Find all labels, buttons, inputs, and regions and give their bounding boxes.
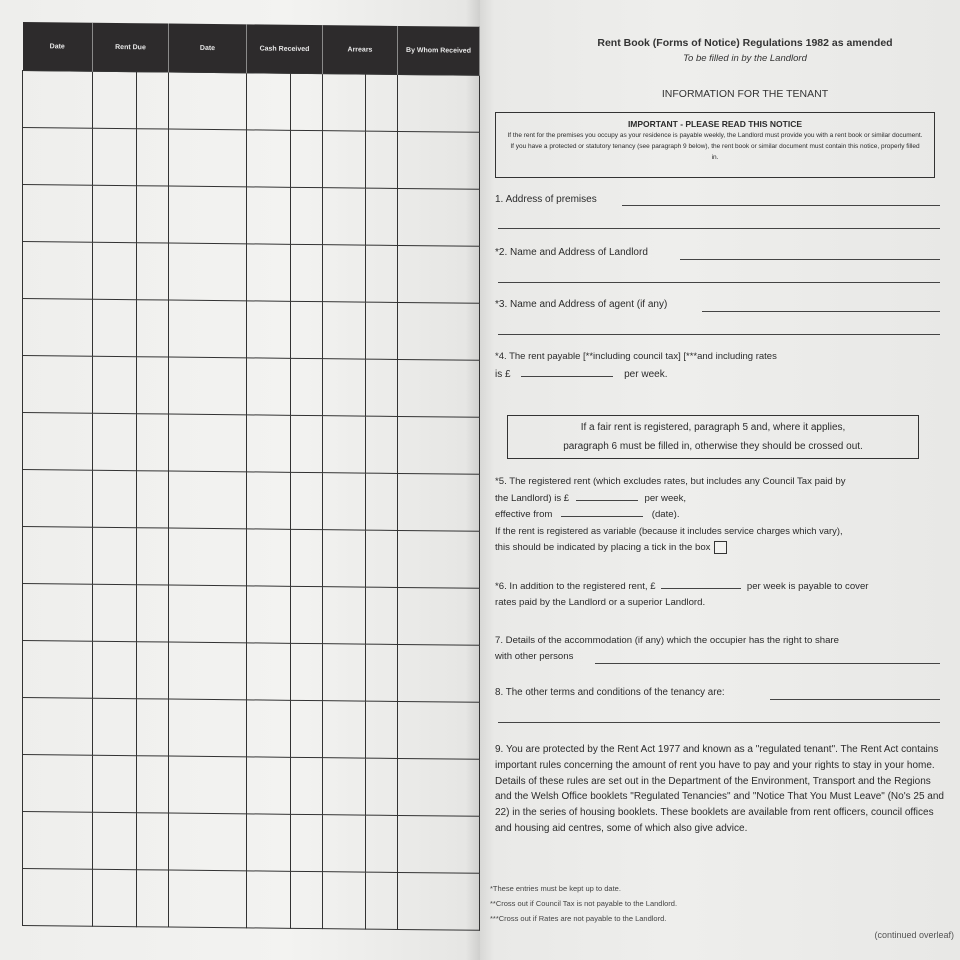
ledger-cell[interactable] [23,698,93,756]
ledger-row [23,185,480,247]
ledger-cell[interactable] [169,471,247,529]
effective-from-label: effective from [495,509,553,520]
landlord-line-1[interactable] [680,259,940,260]
ledger-cell[interactable] [169,300,247,358]
ledger-cell[interactable] [366,587,398,644]
ledger-cell[interactable] [398,188,480,246]
ledger-cell[interactable] [398,815,480,873]
rent-is-label: is £ [495,369,511,380]
ledger-cell[interactable] [366,473,398,530]
ledger-cell[interactable] [247,358,291,415]
notice-body: If the rent for the premises you occupy as your residence is payable weekly, the Landlord must provide you with a rent book or similar document. If you have a protected or statutory tenancy (see paragraph 9 below), the rent book or similar document must contain this notice, properly filled in. [507,132,923,161]
header-by-whom-received: By Whom Received [398,26,480,75]
ledger-row [23,299,480,361]
ledger-cell[interactable] [169,357,247,415]
ledger-row [23,356,480,418]
ledger-cell[interactable] [291,244,323,301]
info-heading: INFORMATION FOR THE TENANT [661,88,829,100]
fair-rent-box [507,415,919,459]
ledger-cell[interactable] [247,700,291,757]
ledger-body [23,71,480,931]
ledger-cell[interactable] [23,641,93,699]
ledger-cell[interactable] [169,585,247,643]
ledger-cell[interactable] [169,642,247,700]
ledger-row [23,413,480,475]
ledger-cell[interactable] [291,586,323,643]
ledger-cell[interactable] [247,814,291,871]
ledger-cell[interactable] [247,643,291,700]
landlord-line-2[interactable] [498,282,940,283]
item-variable-rent-tick [495,540,940,556]
ledger-cell[interactable] [169,870,247,928]
rates-per-week-label: per week is payable to cover [746,581,869,592]
ledger-cell[interactable] [93,299,137,356]
item-other-terms: 8. The other terms and conditions of the tenancy are: [495,687,725,698]
ledger-cell[interactable] [23,869,93,927]
important-notice-box [495,112,935,178]
ledger-cell[interactable] [398,131,480,189]
premises-address-line-1[interactable] [622,205,940,206]
ledger-cell[interactable] [137,813,169,870]
header-arrears: Arrears [323,25,398,74]
ledger-cell[interactable] [247,415,291,472]
tick-box-label: this should be indicated by placing a tick in the box [495,542,711,553]
ledger-cell[interactable] [137,129,169,186]
ledger-cell[interactable] [93,242,137,299]
ledger-cell[interactable] [247,301,291,358]
ledger-cell[interactable] [366,530,398,587]
ledger-cell[interactable] [247,871,291,928]
ledger-cell[interactable] [137,642,169,699]
ledger-cell[interactable] [398,872,480,930]
ledger-cell[interactable] [23,356,93,414]
ledger-cell[interactable] [137,414,169,471]
ledger-cell[interactable] [291,187,323,244]
ledger-cell[interactable] [23,527,93,585]
ledger-cell[interactable] [93,71,137,128]
tenant-info-page [480,0,960,960]
ledger-cell[interactable] [291,472,323,529]
ledger-cell[interactable] [291,73,323,130]
item-rates-paid-by-landlord: rates paid by the Landlord or a superior Landlord. [495,597,706,608]
ledger-cell[interactable] [366,74,398,131]
ledger-cell[interactable] [137,186,169,243]
ledger-cell[interactable] [291,130,323,187]
ledger-header-row [23,22,480,75]
ledger-row [23,698,480,760]
ledger-cell[interactable] [169,813,247,871]
ledger-cell[interactable] [93,128,137,185]
ledger-row [23,755,480,817]
ledger-cell[interactable] [23,128,93,186]
notice-heading: IMPORTANT - PLEASE READ THIS NOTICE [627,119,803,129]
item-agent-name-address: *3. Name and Address of agent (if any) [495,299,668,310]
ledger-cell[interactable] [366,701,398,758]
ledger-row [23,869,480,931]
ledger-cell[interactable] [398,644,480,702]
ledger-row [23,812,480,874]
other-terms-line-2[interactable] [498,722,940,723]
ledger-cell[interactable] [137,357,169,414]
agent-line-2[interactable] [498,334,940,335]
ledger-cell[interactable] [137,243,169,300]
ledger-cell[interactable] [398,530,480,588]
ledger-row [23,242,480,304]
ledger-cell[interactable] [247,757,291,814]
item-registered-rent-amount [495,490,940,507]
ledger-cell[interactable] [137,870,169,927]
fair-rent-box-line-1: If a fair rent is registered, paragraph 5 and, where it applies, [580,422,846,433]
ledger-row [23,470,480,532]
ledger-row [23,641,480,703]
ledger-cell[interactable] [169,699,247,757]
header-cash-received: Cash Received [247,24,323,73]
ledger-cell[interactable] [398,302,480,360]
ledger-cell[interactable] [23,242,93,300]
ledger-cell[interactable] [323,815,366,872]
ledger-cell[interactable] [366,758,398,815]
ledger-cell[interactable] [169,186,247,244]
ledger-cell[interactable] [398,587,480,645]
ledger-cell[interactable] [323,188,366,245]
premises-address-line-2[interactable] [498,228,940,229]
ledger-cell[interactable] [137,471,169,528]
ledger-cell[interactable] [323,74,366,131]
ledger-cell[interactable] [169,528,247,586]
ledger-cell[interactable] [366,131,398,188]
ledger-cell[interactable] [23,755,93,813]
registered-rent-label: the Landlord) is £ [495,493,570,504]
ledger-cell[interactable] [323,530,366,587]
item-shared-with-label: with other persons [495,651,574,662]
variable-rent-checkbox[interactable] [714,541,727,554]
effective-from-date-field[interactable] [561,506,643,517]
ledger-cell[interactable] [398,359,480,417]
ledger-cell[interactable] [137,72,169,129]
footnote-council-tax: **Cross out if Council Tax is not payable to the Landlord. [490,899,678,908]
ledger-cell[interactable] [169,72,247,130]
per-week-label: per week. [624,369,668,380]
ledger-cell[interactable] [291,814,323,871]
ledger-cell[interactable] [323,245,366,302]
ledger-cell[interactable] [366,188,398,245]
ledger-cell[interactable] [398,416,480,474]
ledger-cell[interactable] [93,413,137,470]
item-registered-rent: *5. The registered rent (which excludes rates, but includes any Council Tax paid by [495,476,846,487]
ledger-cell[interactable] [23,185,93,243]
item-address-of-premises: 1. Address of premises [495,194,597,205]
ledger-row [23,128,480,190]
ledger-cell[interactable] [93,527,137,584]
ledger-cell[interactable] [93,812,137,869]
item-rent-payable-amount-label [495,366,667,383]
ledger-cell[interactable] [137,585,169,642]
ledger-cell[interactable] [137,528,169,585]
item-effective-from [495,506,940,523]
item-variable-rent-note: If the rent is registered as variable (because it includes service charges which vary), [495,525,843,536]
ledger-cell[interactable] [323,587,366,644]
form-title: Rent Book (Forms of Notice) Regulations 1982 as amended [597,37,893,49]
header-date-2: Date [169,24,247,73]
ledger-cell[interactable] [398,74,480,132]
ledger-cell[interactable] [247,586,291,643]
shared-accommodation-line[interactable] [595,663,940,664]
ledger-cell[interactable] [291,529,323,586]
ledger-cell[interactable] [398,758,480,816]
ledger-cell[interactable] [93,698,137,755]
ledger-cell[interactable] [247,187,291,244]
ledger-row [23,527,480,589]
ledger-cell[interactable] [137,756,169,813]
ledger-cell[interactable] [323,473,366,530]
ledger-cell[interactable] [93,869,137,926]
ledger-cell[interactable] [323,872,366,929]
ledger-cell[interactable] [323,359,366,416]
ledger-cell[interactable] [323,416,366,473]
ledger-cell[interactable] [323,131,366,188]
registered-rent-amount-field[interactable] [576,490,638,501]
ledger-cell[interactable] [366,644,398,701]
ledger-cell[interactable] [137,699,169,756]
ledger-cell[interactable] [23,71,93,129]
ledger-cell[interactable] [93,185,137,242]
ledger-cell[interactable] [366,872,398,929]
ledger-cell[interactable] [398,245,480,303]
ledger-cell[interactable] [323,302,366,359]
ledger-cell[interactable] [23,812,93,870]
ledger-cell[interactable] [323,644,366,701]
ledger-cell[interactable] [291,871,323,928]
header-rent-due: Rent Due [93,23,169,72]
ledger-row [23,71,480,133]
agent-line-1[interactable] [702,311,940,312]
ledger-cell[interactable] [366,359,398,416]
date-label: (date). [651,509,680,520]
footnote-entries-up-to-date: *These entries must be kept up to date. [490,884,621,893]
rates-amount-field[interactable] [661,578,741,589]
item-regulated-tenant-info: 9. You are protected by the Rent Act 1977 and known as a "regulated tenant". The Rent Act contains important rules concerning the amount of rent you have to pay and your rights to stay in your home. Details of these rules are set out in the Department of the Environment, Transport and the Regions and the Welsh Office booklets "Regulated Tenancies" and "Notice That You Must Leave" (No's 25 and 22) in the series of housing booklets. These booklets are available from rent officers, council offices and housing aid centres, some of which also give advice. [495,744,944,834]
rent-ledger-table [22,22,480,931]
registered-rent-per-week: per week, [644,493,687,504]
ledger-cell[interactable] [247,244,291,301]
rates-additional-label: *6. In addition to the registered rent, £ [495,581,656,592]
ledger-cell[interactable] [323,758,366,815]
form-subtitle: To be filled in by the Landlord [683,53,807,64]
ledger-cell[interactable] [23,299,93,357]
item-rent-payable: *4. The rent payable [**including council tax] [***and including rates [495,351,777,362]
other-terms-line-1[interactable] [770,699,940,700]
footnote-rates: ***Cross out if Rates are not payable to the Landlord. [490,914,667,923]
ledger-cell[interactable] [23,584,93,642]
ledger-cell[interactable] [291,643,323,700]
ledger-cell[interactable] [247,472,291,529]
ledger-cell[interactable] [291,757,323,814]
ledger-cell[interactable] [93,356,137,413]
ledger-cell[interactable] [169,129,247,187]
ledger-cell[interactable] [366,302,398,359]
ledger-cell[interactable] [93,641,137,698]
ledger-cell[interactable] [93,584,137,641]
ledger-cell[interactable] [93,755,137,812]
item-landlord-name-address: *2. Name and Address of Landlord [495,247,648,258]
ledger-cell[interactable] [247,73,291,130]
ledger-row [23,584,480,646]
ledger-cell[interactable] [93,470,137,527]
ledger-cell[interactable] [23,413,93,471]
ledger-cell[interactable] [366,815,398,872]
ledger-cell[interactable] [291,301,323,358]
ledger-cell[interactable] [291,700,323,757]
item-rates-additional [495,578,940,595]
fair-rent-box-line-2: paragraph 6 must be filled in, otherwise they should be crossed out. [563,441,863,452]
ledger-cell[interactable] [398,701,480,759]
ledger-cell[interactable] [323,701,366,758]
ledger-cell[interactable] [291,415,323,472]
ledger-cell[interactable] [247,529,291,586]
header-date: Date [23,22,93,71]
rent-payable-amount-field[interactable] [521,366,613,377]
ledger-cell[interactable] [169,414,247,472]
ledger-cell[interactable] [366,416,398,473]
ledger-cell[interactable] [137,300,169,357]
ledger-cell[interactable] [366,245,398,302]
continued-overleaf: (continued overleaf) [874,930,954,940]
ledger-cell[interactable] [291,358,323,415]
ledger-cell[interactable] [247,130,291,187]
ledger-cell[interactable] [169,243,247,301]
ledger-cell[interactable] [23,470,93,528]
ledger-cell[interactable] [398,473,480,531]
ledger-cell[interactable] [169,756,247,814]
item-shared-accommodation: 7. Details of the accommodation (if any) which the occupier has the right to share [495,635,839,646]
